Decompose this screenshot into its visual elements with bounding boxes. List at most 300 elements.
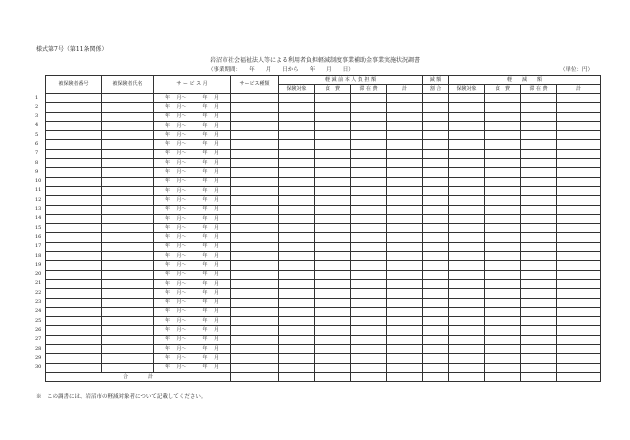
table-cell[interactable] (46, 177, 102, 186)
service-month-cell[interactable] (154, 233, 231, 242)
table-cell[interactable] (387, 205, 423, 214)
table-cell[interactable] (449, 317, 485, 326)
table-cell[interactable] (449, 205, 485, 214)
table-cell[interactable] (423, 131, 449, 140)
table-cell[interactable] (315, 289, 351, 298)
table-cell[interactable] (521, 326, 557, 335)
table-cell[interactable] (46, 224, 102, 233)
table-cell[interactable] (351, 177, 387, 186)
table-cell[interactable] (557, 177, 601, 186)
table-cell[interactable] (315, 214, 351, 223)
table-cell[interactable] (279, 307, 315, 316)
table-cell[interactable] (279, 242, 315, 251)
table-cell[interactable] (485, 149, 521, 158)
table-cell[interactable] (449, 233, 485, 242)
table-cell[interactable] (449, 94, 485, 103)
table-cell[interactable] (423, 289, 449, 298)
table-cell[interactable] (351, 214, 387, 223)
table-cell[interactable] (231, 121, 279, 130)
table-cell[interactable] (231, 261, 279, 270)
table-cell[interactable] (557, 335, 601, 344)
table-cell[interactable] (485, 261, 521, 270)
table-cell[interactable] (279, 131, 315, 140)
table-cell[interactable] (315, 354, 351, 363)
table-cell[interactable] (102, 345, 154, 354)
table-cell[interactable] (485, 289, 521, 298)
table-cell[interactable] (423, 140, 449, 149)
table-cell[interactable] (449, 363, 485, 372)
table-cell[interactable] (485, 140, 521, 149)
table-cell[interactable] (557, 224, 601, 233)
table-cell[interactable] (485, 242, 521, 251)
table-cell[interactable] (46, 140, 102, 149)
table-cell[interactable] (279, 224, 315, 233)
table-cell[interactable] (315, 121, 351, 130)
service-month-cell[interactable] (154, 335, 231, 344)
table-cell[interactable] (449, 252, 485, 261)
table-cell[interactable] (46, 242, 102, 251)
service-month-cell[interactable] (154, 196, 231, 205)
table-cell[interactable] (387, 252, 423, 261)
table-cell[interactable] (279, 363, 315, 372)
table-cell[interactable] (449, 345, 485, 354)
table-cell[interactable] (231, 242, 279, 251)
service-month-cell[interactable] (154, 242, 231, 251)
table-cell[interactable] (387, 112, 423, 121)
table-cell[interactable] (449, 335, 485, 344)
table-cell[interactable] (387, 307, 423, 316)
table-cell[interactable] (102, 363, 154, 372)
table-cell[interactable] (46, 289, 102, 298)
table-cell[interactable] (46, 168, 102, 177)
table-cell[interactable] (423, 112, 449, 121)
table-cell[interactable] (231, 103, 279, 112)
table-cell[interactable] (279, 326, 315, 335)
table-cell[interactable] (557, 103, 601, 112)
table-cell[interactable] (449, 214, 485, 223)
table-cell[interactable] (521, 94, 557, 103)
table-cell[interactable] (521, 242, 557, 251)
table-cell[interactable] (485, 94, 521, 103)
table-cell[interactable] (449, 242, 485, 251)
table-cell[interactable] (279, 317, 315, 326)
table-cell[interactable] (102, 298, 154, 307)
service-month-cell[interactable] (154, 298, 231, 307)
table-cell[interactable] (521, 363, 557, 372)
table-cell[interactable] (449, 121, 485, 130)
table-cell[interactable] (485, 335, 521, 344)
table-cell[interactable] (231, 345, 279, 354)
table-cell[interactable] (46, 159, 102, 168)
table-cell[interactable] (521, 121, 557, 130)
table-cell[interactable] (351, 363, 387, 372)
table-cell[interactable] (485, 270, 521, 279)
table-cell[interactable] (449, 270, 485, 279)
table-cell[interactable] (423, 326, 449, 335)
table-cell[interactable] (521, 354, 557, 363)
table-cell[interactable] (102, 131, 154, 140)
table-cell[interactable] (557, 94, 601, 103)
service-month-cell[interactable] (154, 140, 231, 149)
table-cell[interactable] (423, 186, 449, 195)
table-cell[interactable] (423, 307, 449, 316)
table-cell[interactable] (46, 94, 102, 103)
table-cell[interactable] (46, 196, 102, 205)
table-cell[interactable] (102, 317, 154, 326)
table-cell[interactable] (102, 354, 154, 363)
table-cell[interactable] (279, 261, 315, 270)
table-cell[interactable] (521, 205, 557, 214)
service-month-cell[interactable] (154, 345, 231, 354)
table-cell[interactable] (521, 270, 557, 279)
table-cell[interactable] (315, 205, 351, 214)
table-cell[interactable] (485, 233, 521, 242)
table-cell[interactable] (449, 103, 485, 112)
table-cell[interactable] (557, 205, 601, 214)
table-cell[interactable] (315, 335, 351, 344)
table-cell[interactable] (521, 279, 557, 288)
table-cell[interactable] (557, 307, 601, 316)
table-cell[interactable] (231, 326, 279, 335)
table-cell[interactable] (102, 177, 154, 186)
table-cell[interactable] (279, 159, 315, 168)
table-cell[interactable] (423, 224, 449, 233)
table-cell[interactable] (46, 363, 102, 372)
table-cell[interactable] (449, 307, 485, 316)
table-cell[interactable] (351, 270, 387, 279)
table-cell[interactable] (557, 131, 601, 140)
table-cell[interactable] (423, 233, 449, 242)
table-cell[interactable] (557, 242, 601, 251)
table-cell[interactable] (231, 233, 279, 242)
table-cell[interactable] (351, 94, 387, 103)
table-cell[interactable] (557, 279, 601, 288)
table-cell[interactable] (423, 177, 449, 186)
table-cell[interactable] (485, 168, 521, 177)
table-cell[interactable] (423, 214, 449, 223)
table-cell[interactable] (351, 149, 387, 158)
table-cell[interactable] (521, 317, 557, 326)
table-cell[interactable] (449, 326, 485, 335)
table-cell[interactable] (315, 307, 351, 316)
table-cell[interactable] (449, 196, 485, 205)
table-cell[interactable] (557, 233, 601, 242)
table-cell[interactable] (279, 121, 315, 130)
table-cell[interactable] (279, 252, 315, 261)
table-cell[interactable] (102, 261, 154, 270)
table-cell[interactable] (315, 326, 351, 335)
table-cell[interactable] (449, 289, 485, 298)
table-cell[interactable] (279, 168, 315, 177)
table-cell[interactable] (449, 159, 485, 168)
table-cell[interactable] (231, 186, 279, 195)
table-cell[interactable] (521, 289, 557, 298)
table-cell[interactable] (231, 252, 279, 261)
table-cell[interactable] (387, 326, 423, 335)
table-cell[interactable] (449, 186, 485, 195)
table-cell[interactable] (46, 252, 102, 261)
table-cell[interactable] (231, 224, 279, 233)
table-cell[interactable] (102, 121, 154, 130)
table-cell[interactable] (387, 159, 423, 168)
table-cell[interactable] (102, 233, 154, 242)
table-cell[interactable] (279, 345, 315, 354)
table-cell[interactable] (423, 363, 449, 372)
table-cell[interactable] (423, 149, 449, 158)
table-cell[interactable] (315, 261, 351, 270)
table-cell[interactable] (46, 326, 102, 335)
table-cell[interactable] (102, 214, 154, 223)
table-cell[interactable] (46, 103, 102, 112)
table-cell[interactable] (315, 140, 351, 149)
service-month-cell[interactable] (154, 214, 231, 223)
table-cell[interactable] (423, 103, 449, 112)
service-month-cell[interactable] (154, 159, 231, 168)
table-cell[interactable] (387, 214, 423, 223)
table-cell[interactable] (485, 307, 521, 316)
table-cell[interactable] (557, 159, 601, 168)
table-cell[interactable] (231, 205, 279, 214)
table-cell[interactable] (449, 140, 485, 149)
table-cell[interactable] (231, 112, 279, 121)
table-cell[interactable] (485, 214, 521, 223)
table-cell[interactable] (231, 214, 279, 223)
service-month-cell[interactable] (154, 149, 231, 158)
service-month-cell[interactable] (154, 326, 231, 335)
table-cell[interactable] (521, 252, 557, 261)
table-cell[interactable] (279, 354, 315, 363)
service-month-cell[interactable] (154, 261, 231, 270)
table-cell[interactable] (485, 131, 521, 140)
table-cell[interactable] (279, 205, 315, 214)
table-cell[interactable] (387, 354, 423, 363)
table-cell[interactable] (279, 140, 315, 149)
table-cell[interactable] (387, 270, 423, 279)
table-cell[interactable] (557, 149, 601, 158)
service-month-cell[interactable] (154, 168, 231, 177)
table-cell[interactable] (485, 121, 521, 130)
table-cell[interactable] (351, 205, 387, 214)
table-cell[interactable] (449, 177, 485, 186)
service-month-cell[interactable] (154, 363, 231, 372)
table-cell[interactable] (423, 354, 449, 363)
table-cell[interactable] (46, 270, 102, 279)
table-cell[interactable] (521, 168, 557, 177)
table-cell[interactable] (449, 149, 485, 158)
table-cell[interactable] (102, 94, 154, 103)
table-cell[interactable] (102, 252, 154, 261)
table-cell[interactable] (231, 354, 279, 363)
table-cell[interactable] (315, 363, 351, 372)
table-cell[interactable] (485, 326, 521, 335)
table-cell[interactable] (485, 224, 521, 233)
table-cell[interactable] (521, 131, 557, 140)
table-cell[interactable] (485, 354, 521, 363)
table-cell[interactable] (387, 121, 423, 130)
table-cell[interactable] (351, 196, 387, 205)
table-cell[interactable] (485, 196, 521, 205)
table-cell[interactable] (557, 121, 601, 130)
table-cell[interactable] (387, 363, 423, 372)
table-cell[interactable] (449, 112, 485, 121)
table-cell[interactable] (279, 94, 315, 103)
table-cell[interactable] (279, 279, 315, 288)
service-month-cell[interactable] (154, 186, 231, 195)
service-month-cell[interactable] (154, 317, 231, 326)
table-cell[interactable] (485, 345, 521, 354)
service-month-cell[interactable] (154, 354, 231, 363)
table-cell[interactable] (46, 205, 102, 214)
table-cell[interactable] (351, 354, 387, 363)
table-cell[interactable] (423, 252, 449, 261)
table-cell[interactable] (423, 196, 449, 205)
service-month-cell[interactable] (154, 252, 231, 261)
table-cell[interactable] (315, 159, 351, 168)
table-cell[interactable] (102, 186, 154, 195)
table-cell[interactable] (423, 261, 449, 270)
table-cell[interactable] (315, 252, 351, 261)
table-cell[interactable] (557, 112, 601, 121)
table-cell[interactable] (387, 289, 423, 298)
table-cell[interactable] (231, 94, 279, 103)
table-cell[interactable] (521, 345, 557, 354)
table-cell[interactable] (231, 140, 279, 149)
table-cell[interactable] (351, 289, 387, 298)
service-month-cell[interactable] (154, 224, 231, 233)
table-cell[interactable] (102, 103, 154, 112)
table-cell[interactable] (387, 94, 423, 103)
table-cell[interactable] (557, 326, 601, 335)
table-cell[interactable] (46, 279, 102, 288)
table-cell[interactable] (231, 289, 279, 298)
table-cell[interactable] (46, 121, 102, 130)
table-cell[interactable] (485, 252, 521, 261)
table-cell[interactable] (279, 270, 315, 279)
table-cell[interactable] (485, 317, 521, 326)
table-cell[interactable] (351, 140, 387, 149)
table-cell[interactable] (315, 233, 351, 242)
table-cell[interactable] (557, 298, 601, 307)
table-cell[interactable] (449, 279, 485, 288)
table-cell[interactable] (279, 233, 315, 242)
table-cell[interactable] (46, 354, 102, 363)
table-cell[interactable] (387, 168, 423, 177)
table-cell[interactable] (102, 196, 154, 205)
table-cell[interactable] (279, 149, 315, 158)
table-cell[interactable] (423, 121, 449, 130)
table-cell[interactable] (557, 214, 601, 223)
table-cell[interactable] (351, 298, 387, 307)
table-cell[interactable] (423, 335, 449, 344)
table-cell[interactable] (351, 121, 387, 130)
table-cell[interactable] (279, 335, 315, 344)
table-cell[interactable] (557, 345, 601, 354)
table-cell[interactable] (485, 112, 521, 121)
table-cell[interactable] (521, 335, 557, 344)
table-cell[interactable] (279, 196, 315, 205)
table-cell[interactable] (231, 131, 279, 140)
table-cell[interactable] (521, 177, 557, 186)
table-cell[interactable] (46, 214, 102, 223)
table-cell[interactable] (557, 317, 601, 326)
table-cell[interactable] (315, 317, 351, 326)
table-cell[interactable] (423, 242, 449, 251)
table-cell[interactable] (315, 177, 351, 186)
table-cell[interactable] (387, 186, 423, 195)
table-cell[interactable] (46, 112, 102, 121)
table-cell[interactable] (351, 233, 387, 242)
table-cell[interactable] (231, 270, 279, 279)
table-cell[interactable] (102, 270, 154, 279)
table-cell[interactable] (46, 307, 102, 316)
table-cell[interactable] (521, 159, 557, 168)
table-cell[interactable] (46, 233, 102, 242)
table-cell[interactable] (423, 94, 449, 103)
table-cell[interactable] (46, 186, 102, 195)
table-cell[interactable] (387, 103, 423, 112)
table-cell[interactable] (351, 224, 387, 233)
table-cell[interactable] (102, 289, 154, 298)
table-cell[interactable] (231, 168, 279, 177)
table-cell[interactable] (521, 112, 557, 121)
table-cell[interactable] (46, 317, 102, 326)
table-cell[interactable] (387, 131, 423, 140)
table-cell[interactable] (521, 261, 557, 270)
table-cell[interactable] (449, 168, 485, 177)
table-cell[interactable] (485, 177, 521, 186)
table-cell[interactable] (423, 270, 449, 279)
service-month-cell[interactable] (154, 177, 231, 186)
service-month-cell[interactable] (154, 103, 231, 112)
table-cell[interactable] (485, 103, 521, 112)
table-cell[interactable] (231, 177, 279, 186)
service-month-cell[interactable] (154, 112, 231, 121)
table-cell[interactable] (521, 224, 557, 233)
table-cell[interactable] (351, 317, 387, 326)
table-cell[interactable] (557, 354, 601, 363)
table-cell[interactable] (423, 168, 449, 177)
table-cell[interactable] (387, 298, 423, 307)
table-cell[interactable] (315, 242, 351, 251)
table-cell[interactable] (231, 363, 279, 372)
table-cell[interactable] (521, 186, 557, 195)
table-cell[interactable] (315, 168, 351, 177)
table-cell[interactable] (557, 363, 601, 372)
table-cell[interactable] (351, 186, 387, 195)
table-cell[interactable] (449, 354, 485, 363)
table-cell[interactable] (387, 279, 423, 288)
table-cell[interactable] (279, 112, 315, 121)
table-cell[interactable] (315, 186, 351, 195)
table-cell[interactable] (557, 261, 601, 270)
table-cell[interactable] (521, 298, 557, 307)
table-cell[interactable] (557, 168, 601, 177)
table-cell[interactable] (557, 196, 601, 205)
table-cell[interactable] (315, 112, 351, 121)
table-cell[interactable] (423, 279, 449, 288)
table-cell[interactable] (46, 345, 102, 354)
table-cell[interactable] (231, 317, 279, 326)
table-cell[interactable] (387, 261, 423, 270)
table-cell[interactable] (102, 335, 154, 344)
table-cell[interactable] (351, 335, 387, 344)
table-cell[interactable] (485, 363, 521, 372)
table-cell[interactable] (387, 335, 423, 344)
table-cell[interactable] (387, 224, 423, 233)
table-cell[interactable] (102, 307, 154, 316)
table-cell[interactable] (279, 298, 315, 307)
table-cell[interactable] (351, 326, 387, 335)
